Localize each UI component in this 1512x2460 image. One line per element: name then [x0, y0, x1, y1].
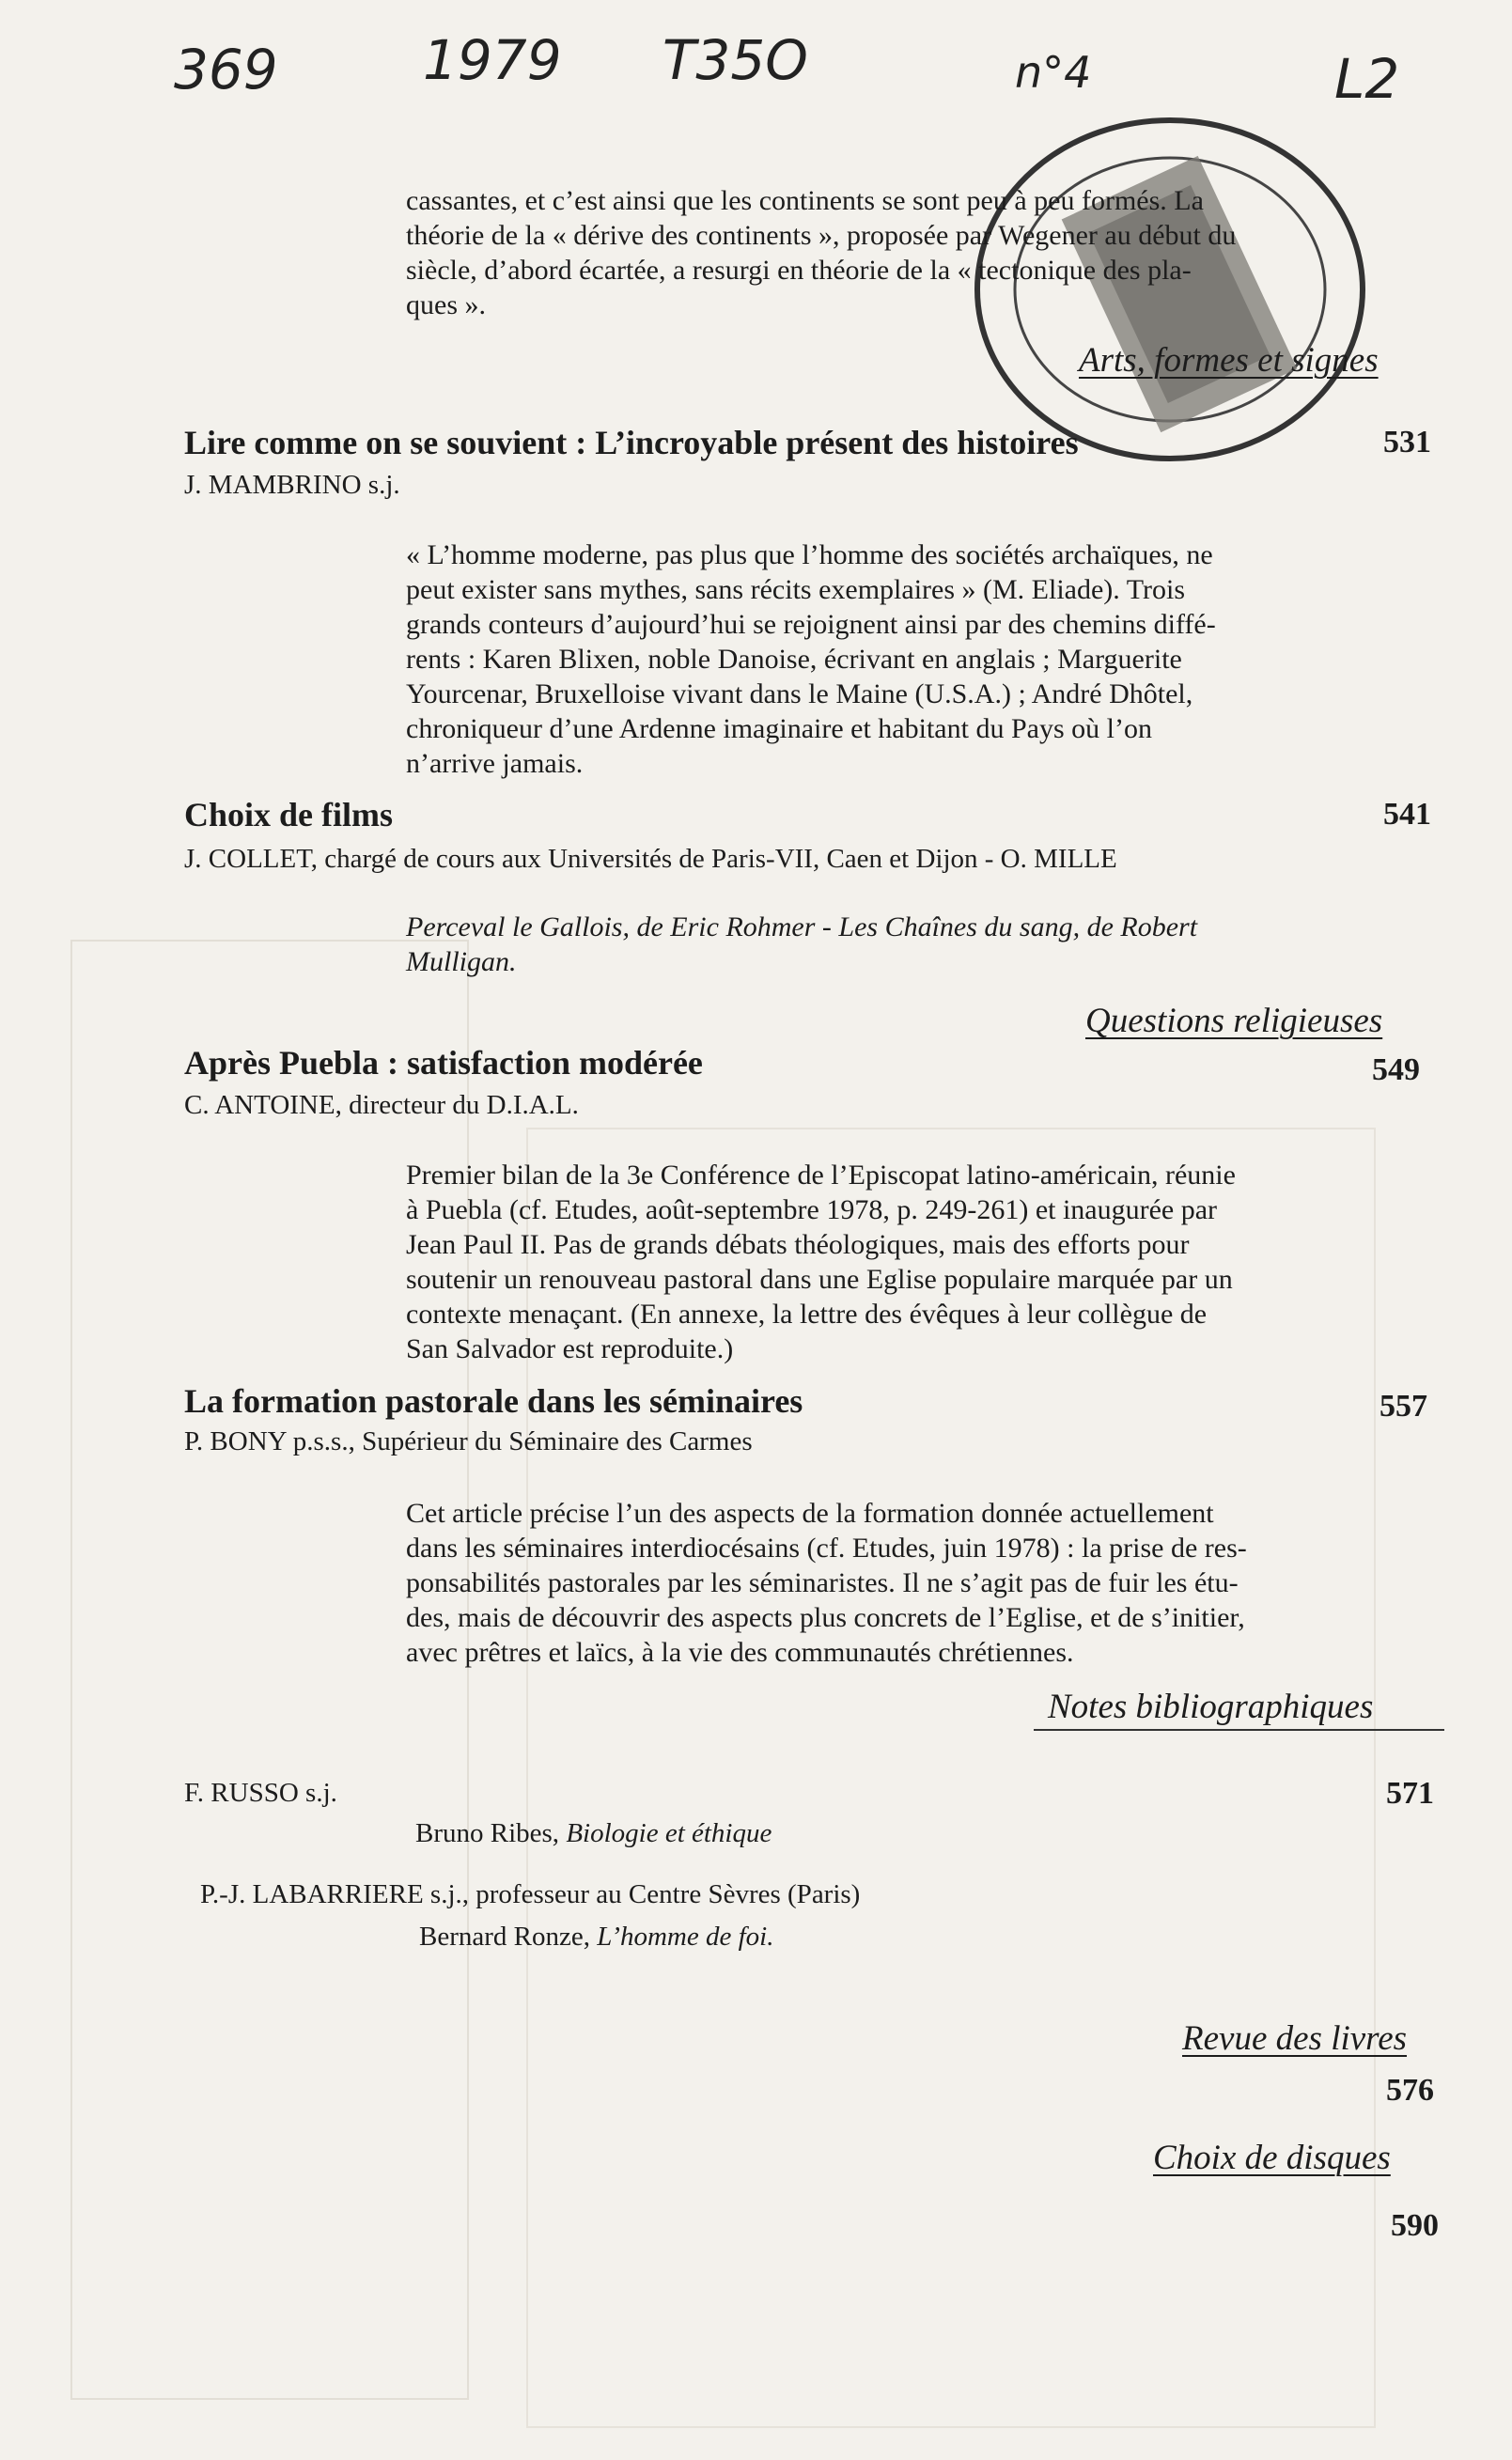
article-author: J. MAMBRINO s.j. [184, 470, 400, 500]
article-author: J. COLLET, chargé de cours aux Universités de Paris-VII, Caen et Dijon - O. MILLE [184, 844, 1117, 874]
section-heading-arts: Arts, formes et signes [1079, 341, 1379, 380]
records-page: 590 [1391, 2208, 1439, 2243]
intro-line: théorie de la « dérive des continents », proposée par Wegener au début du [406, 220, 1237, 251]
handwritten-ref-number: 369 [174, 38, 278, 101]
summary-line: chroniqueur d’une Ardenne imaginaire et habitant du Pays où l’on [406, 713, 1152, 744]
article-summary [406, 1158, 1438, 1366]
section-heading-notes: Notes bibliographiques [1048, 1688, 1374, 1726]
section-heading-records[interactable]: Choix de disques [1153, 2139, 1391, 2177]
note-book-title: Biologie et éthique [566, 1818, 772, 1848]
note-book [419, 1922, 773, 1953]
article-title[interactable]: Après Puebla : satisfaction modérée [184, 1044, 703, 1082]
summary-line: soutenir un renouveau pastoral dans une Eglise populaire marquée par un [406, 1264, 1233, 1295]
bleed-through-text [169, 254, 199, 383]
summary-line: n’arrive jamais. [406, 748, 584, 779]
summary-line: San Salvador est reproduite.) [406, 1333, 734, 1364]
note-author: F. RUSSO s.j. [184, 1778, 337, 1808]
summary-line: grands conteurs d’aujourd’hui se rejoignent ainsi par des chemins diffé- [406, 609, 1216, 640]
notes-page: 571 [1386, 1776, 1434, 1811]
article-summary [406, 1496, 1438, 1670]
note-book-author: Bernard Ronze, [419, 1922, 590, 1952]
section-rule [1034, 1729, 1444, 1731]
summary-line: Cet article précise l’un des aspects de la formation donnée actuellement [406, 1498, 1214, 1529]
handwritten-year: 1979 [423, 28, 562, 92]
article-page: 549 [1372, 1052, 1420, 1087]
article-page: 557 [1380, 1389, 1427, 1424]
article-page: 541 [1383, 797, 1431, 832]
note-author: P.-J. LABARRIERE s.j., professeur au Centre Sèvres (Paris) [200, 1879, 861, 1909]
note-book [415, 1818, 772, 1849]
intro-paragraph [406, 183, 1438, 322]
summary-line: Perceval le Gallois, de Eric Rohmer - Les Chaînes du sang, de Robert [406, 911, 1198, 942]
article-title[interactable]: Lire comme on se souvient : L’incroyable présent des histoires [184, 424, 1079, 461]
note-book-title: L’homme de foi. [597, 1922, 774, 1952]
summary-line: avec prêtres et laïcs, à la vie des communautés chrétiennes. [406, 1637, 1074, 1668]
article-title[interactable]: La formation pastorale dans les séminaires [184, 1382, 803, 1420]
intro-line: ques ». [406, 289, 486, 320]
summary-line: des, mais de découvrir des aspects plus concrets de l’Eglise, et de s’initier, [406, 1602, 1245, 1633]
summary-line: contexte menaçant. (En annexe, la lettre des évêques à leur collègue de [406, 1299, 1208, 1330]
article-author: P. BONY p.s.s., Supérieur du Séminaire des Carmes [184, 1426, 753, 1456]
summary-line: ponsabilités pastorales par les séminaristes. Il ne s’agit pas de fuir les étu- [406, 1567, 1239, 1598]
intro-line: siècle, d’abord écartée, a resurgi en théorie de la « tectonique des pla- [406, 255, 1192, 286]
article-author: C. ANTOINE, directeur du D.I.A.L. [184, 1090, 579, 1120]
summary-line: « L’homme moderne, pas plus que l’homme des sociétés archaïques, ne [406, 539, 1213, 570]
handwritten-mark: L2 [1334, 47, 1400, 111]
intro-line: cassantes, et c’est ainsi que les continents se sont peu à peu formés. La [406, 185, 1204, 216]
handwritten-issue: n°4 [1015, 47, 1092, 98]
summary-line: à Puebla (cf. Etudes, août-septembre 1978, p. 249-261) et inaugurée par [406, 1194, 1218, 1225]
summary-line: Jean Paul II. Pas de grands débats théologiques, mais des efforts pour [406, 1229, 1190, 1260]
summary-line: dans les séminaires interdiocésains (cf. Etudes, juin 1978) : la prise de res- [406, 1533, 1247, 1564]
summary-line: rents : Karen Blixen, noble Danoise, écrivant en anglais ; Marguerite [406, 644, 1182, 675]
note-book-author: Bruno Ribes, [415, 1818, 560, 1848]
summary-line: Premier bilan de la 3e Conférence de l’Episcopat latino-américain, réunie [406, 1160, 1236, 1191]
article-summary [406, 537, 1438, 781]
summary-line: peut exister sans mythes, sans récits exemplaires » (M. Eliade). Trois [406, 574, 1186, 605]
section-heading-religious: Questions religieuses [1085, 1002, 1383, 1040]
section-heading-reviews[interactable]: Revue des livres [1182, 2019, 1408, 2058]
reviews-page: 576 [1386, 2073, 1434, 2108]
handwritten-code: T35O [662, 28, 808, 92]
article-page: 531 [1383, 425, 1431, 459]
summary-line: Yourcenar, Bruxelloise vivant dans le Maine (U.S.A.) ; André Dhôtel, [406, 678, 1193, 709]
article-title[interactable]: Choix de films [184, 796, 394, 833]
article-summary [406, 910, 1438, 979]
summary-line: Mulligan. [406, 946, 517, 977]
